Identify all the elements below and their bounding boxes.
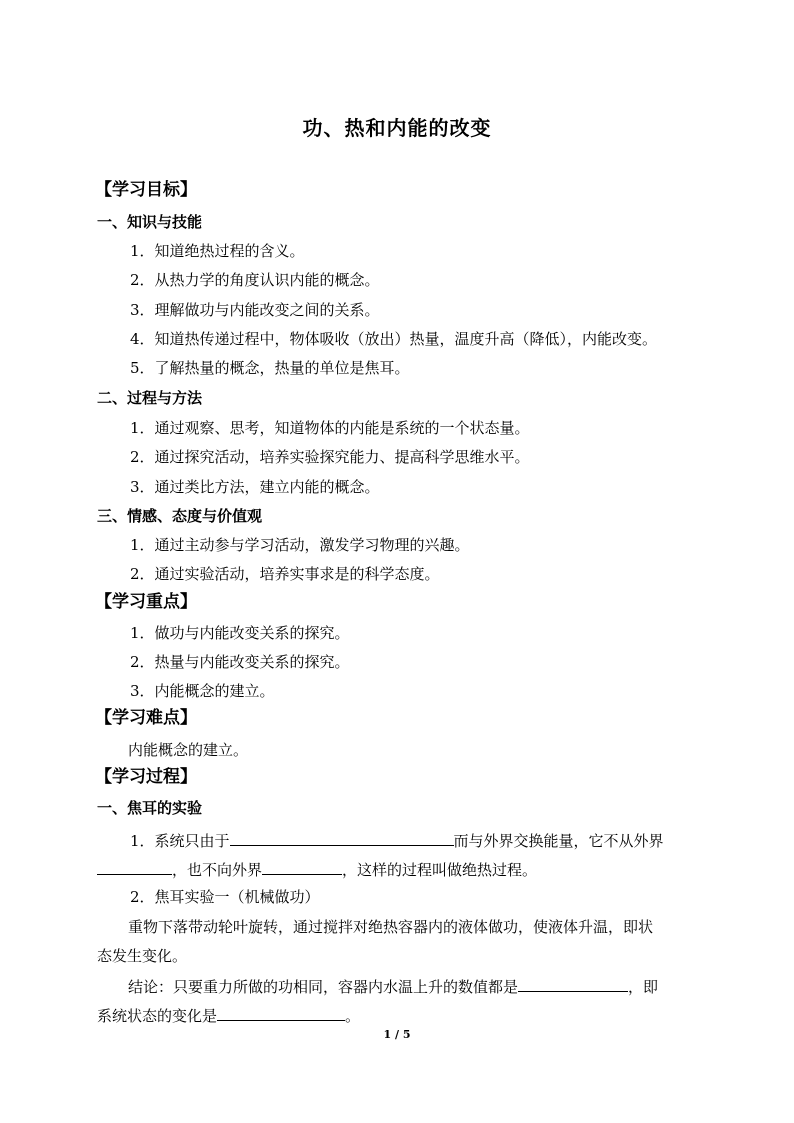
learning-process-heading: 【学习过程】: [95, 767, 197, 787]
learning-goals-heading: 【学习目标】: [95, 180, 197, 200]
paragraph-line: 态发生变化。: [97, 947, 188, 965]
joule-experiment-heading: 一、焦耳的实验: [97, 799, 203, 817]
difficulty-heading: 【学习难点】: [95, 708, 197, 728]
conclusion-text-c: 系统状态的变化是: [97, 1007, 218, 1025]
question-1-line-2: [97, 858, 537, 880]
list-item: 2．从热力学的角度认识内能的概念。: [130, 271, 380, 289]
question-1-text-d: ，这样的过程叫做绝热过程。: [342, 861, 538, 879]
list-item: 2．热量与内能改变关系的探究。: [130, 653, 350, 671]
list-item: 1．知道绝热过程的含义。: [130, 242, 305, 260]
list-item: 1．通过主动参与学习活动，激发学习物理的兴趣。: [130, 536, 470, 554]
section-process-heading: 二、过程与方法: [97, 389, 203, 407]
fill-blank-1[interactable]: [230, 829, 454, 846]
list-item: 4．知道热传递过程中，物体吸收（放出）热量，温度升高（降低），内能改变。: [130, 330, 658, 348]
question-1-text-c: ，也不向外界: [172, 861, 263, 879]
question-2-heading: 2．焦耳实验一（机械做功）: [130, 888, 320, 906]
list-item: 2．通过探究活动，培养实验探究能力、提高科学思维水平。: [130, 448, 530, 466]
list-item: 1．做功与内能改变关系的探究。: [130, 624, 350, 642]
fill-blank-3[interactable]: [262, 858, 342, 875]
fill-blank-5[interactable]: [217, 1004, 345, 1021]
document-title: 功、热和内能的改变: [302, 116, 492, 140]
fill-blank-2[interactable]: [97, 858, 172, 875]
list-item: 3．通过类比方法，建立内能的概念。: [130, 478, 380, 496]
conclusion-line-1: [128, 975, 658, 997]
conclusion-text-d: 。: [345, 1007, 361, 1025]
section-attitude-heading: 三、情感、态度与价值观: [97, 507, 263, 525]
section-knowledge-heading: 一、知识与技能: [97, 213, 203, 231]
list-item: 2．通过实验活动，培养实事求是的科学态度。: [130, 565, 440, 583]
key-points-heading: 【学习重点】: [95, 592, 197, 612]
conclusion-text-b: ，即: [628, 978, 659, 996]
list-item: 3．内能概念的建立。: [130, 682, 275, 700]
list-item: 1．通过观察、思考，知道物体的内能是系统的一个状态量。: [130, 419, 530, 437]
fill-blank-4[interactable]: [518, 975, 628, 992]
list-item: 5．了解热量的概念，热量的单位是焦耳。: [130, 359, 410, 377]
question-1-text-b: 而与外界交换能量，它不从外界: [453, 832, 664, 850]
conclusion-line-2: [97, 1004, 360, 1026]
question-1-text-a: 1．系统只由于: [130, 832, 230, 850]
difficulty-text: 内能概念的建立。: [128, 741, 249, 759]
page-number: 1 / 5: [383, 1028, 411, 1041]
conclusion-text-a: 结论：只要重力所做的功相同，容器内水温上升的数值都是: [128, 978, 519, 996]
question-1-line-1: [130, 829, 664, 851]
paragraph-line: 重物下落带动轮叶旋转，通过搅拌对绝热容器内的液体做功，使液体升温，即状: [128, 918, 654, 936]
list-item: 3．理解做功与内能改变之间的关系。: [130, 301, 380, 319]
